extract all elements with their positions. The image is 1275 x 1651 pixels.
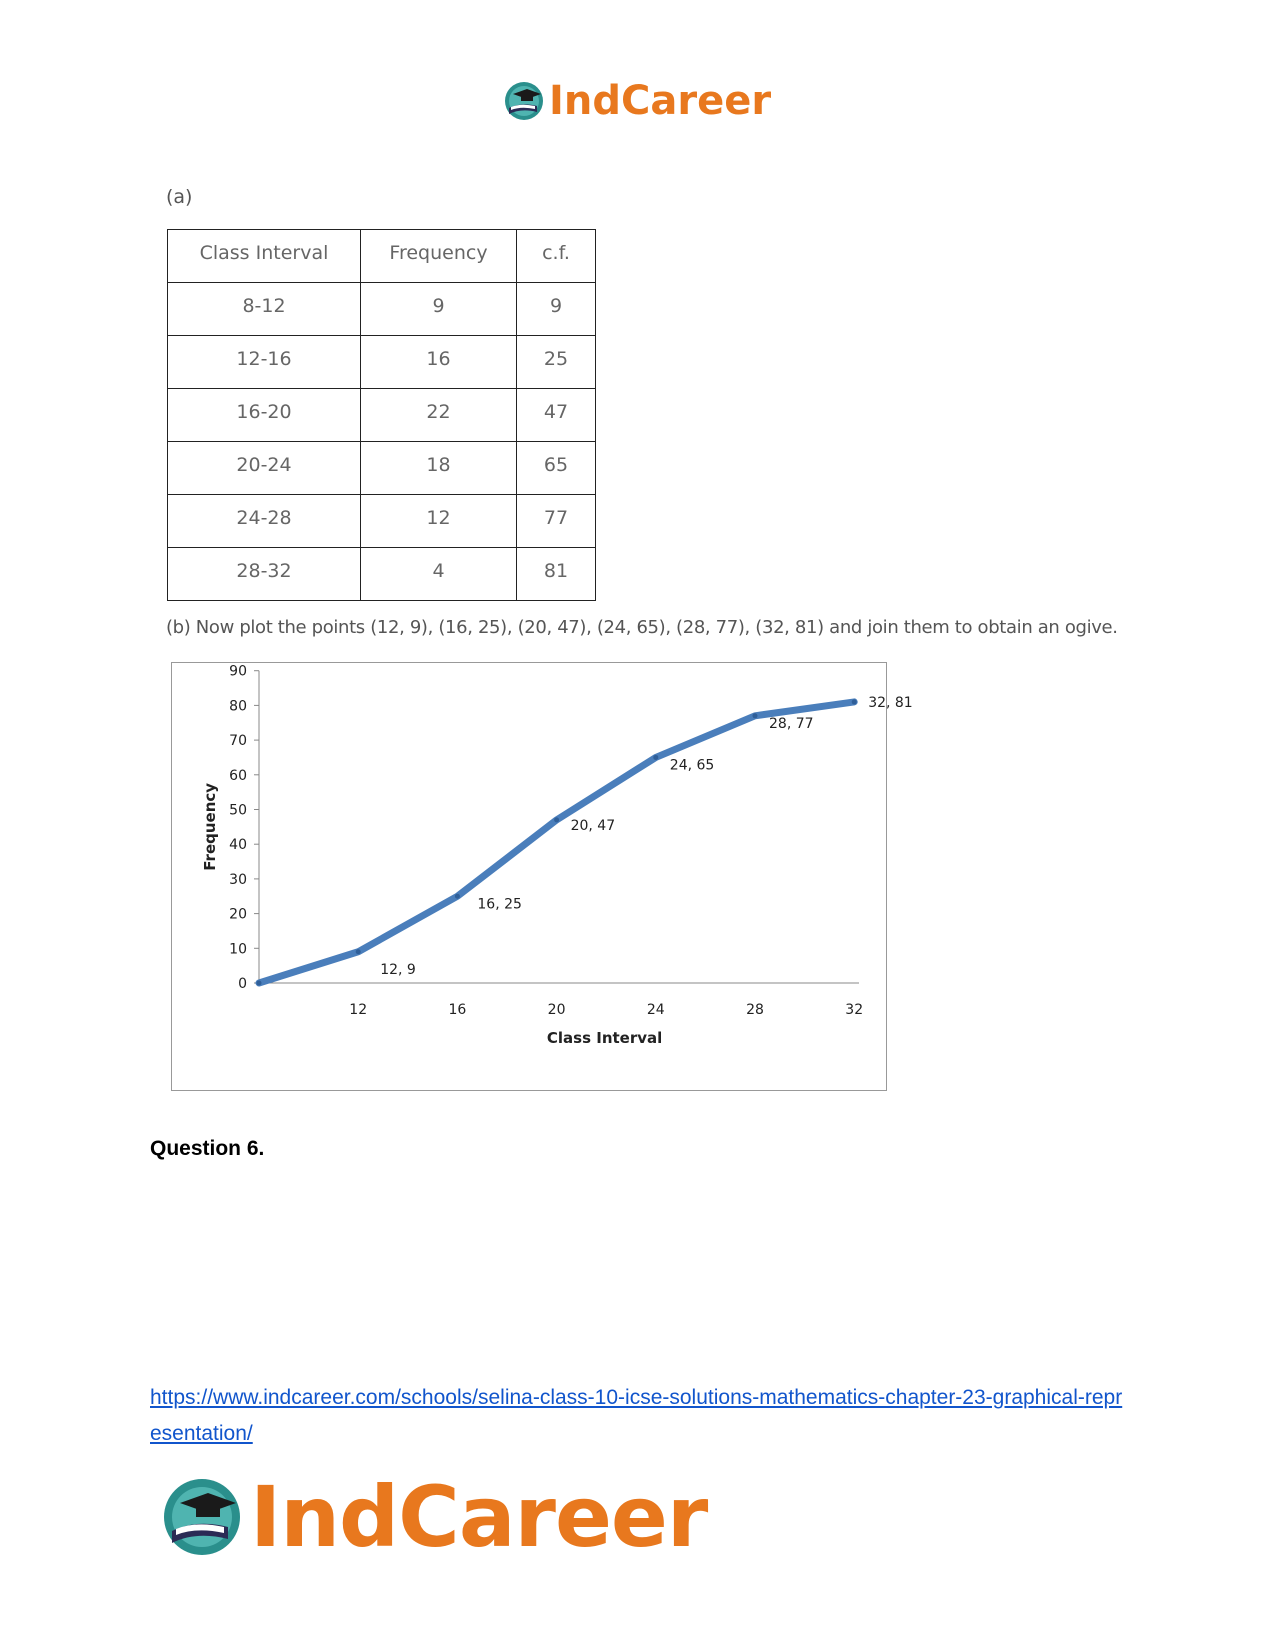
y-tick-label: 70 [229,733,247,750]
point-label: 24, 65 [669,757,715,774]
frequency-table [167,229,596,601]
cell-interval: 12-16 [168,336,361,389]
header-cf: c.f. [517,230,596,283]
cell-cf: 65 [517,442,596,495]
part-b-instruction: (b) Now plot the points (12, 9), (16, 25), (20, 47), (24, 65), (28, 77), (32, 81) and join them to obtain an ogive. [166,617,1118,638]
y-tick-label: 0 [238,976,247,992]
cell-cf: 25 [517,336,596,389]
x-tick-label: 20 [547,1002,566,1018]
x-tick-label: 16 [448,1002,467,1018]
x-tick-label: 24 [646,1002,665,1018]
cell-frequency: 22 [361,389,517,442]
cell-cf: 47 [517,389,596,442]
logo-wordmark: IndCareer [250,1468,708,1566]
data-point [257,981,262,986]
cell-interval: 16-20 [168,389,361,442]
cell-interval: 20-24 [168,442,361,495]
data-point [554,817,559,822]
table-row [168,283,596,336]
x-tick-label: 28 [746,1002,764,1018]
y-tick-label: 80 [229,698,247,715]
header-frequency: Frequency [361,230,517,283]
x-tick-label: 12 [349,1002,368,1018]
y-tick-label: 50 [229,802,247,819]
point-label: 16, 25 [477,896,522,913]
cell-cf: 77 [517,495,596,548]
cell-interval: 8-12 [168,283,361,336]
point-label: 12, 9 [380,961,416,978]
y-tick-label: 20 [229,906,247,923]
graduation-book-icon [503,80,545,122]
part-a-label: (a) [166,186,193,208]
header-logo [503,78,771,124]
y-tick-label: 60 [229,767,247,784]
cell-frequency: 4 [361,548,517,601]
x-axis-title: Class Interval [546,1029,663,1047]
cell-interval: 24-28 [168,495,361,548]
cell-frequency: 12 [361,495,517,548]
question-title: Question 6. [150,1137,265,1160]
ogive-series-line [259,702,854,983]
point-label: 20, 47 [570,817,616,834]
table-row [168,389,596,442]
data-point [356,949,361,954]
table-row [168,548,596,601]
point-label: 28, 77 [769,715,814,732]
ogive-chart [171,662,913,1091]
data-point [852,699,857,704]
data-point [455,894,460,899]
y-tick-label: 40 [229,837,247,854]
table-row [168,495,596,548]
table-header-row [168,230,596,283]
cell-frequency: 18 [361,442,517,495]
cell-interval: 28-32 [168,548,361,601]
data-point [753,713,758,718]
source-link[interactable]: https://www.indcareer.com/schools/selina-class-10-icse-solutions-mathematics-chapter-23-graphical-representation/ [150,1386,1123,1445]
graduation-book-icon [160,1475,244,1559]
ogive-chart-svg [172,663,913,1090]
table-row [168,336,596,389]
logo-wordmark: IndCareer [549,78,772,124]
y-axis-title: Frequency [201,782,219,871]
y-tick-label: 90 [229,663,247,680]
y-tick-label: 30 [229,871,247,888]
point-label: 32, 81 [868,694,913,711]
footer-logo [160,1468,707,1566]
table-row [168,442,596,495]
y-tick-label: 10 [229,941,247,958]
header-class-interval: Class Interval [168,230,361,283]
x-tick-label: 32 [845,1002,864,1018]
cell-frequency: 16 [361,336,517,389]
cell-frequency: 9 [361,283,517,336]
cell-cf: 81 [517,548,596,601]
data-point [653,755,658,760]
cell-cf: 9 [517,283,596,336]
